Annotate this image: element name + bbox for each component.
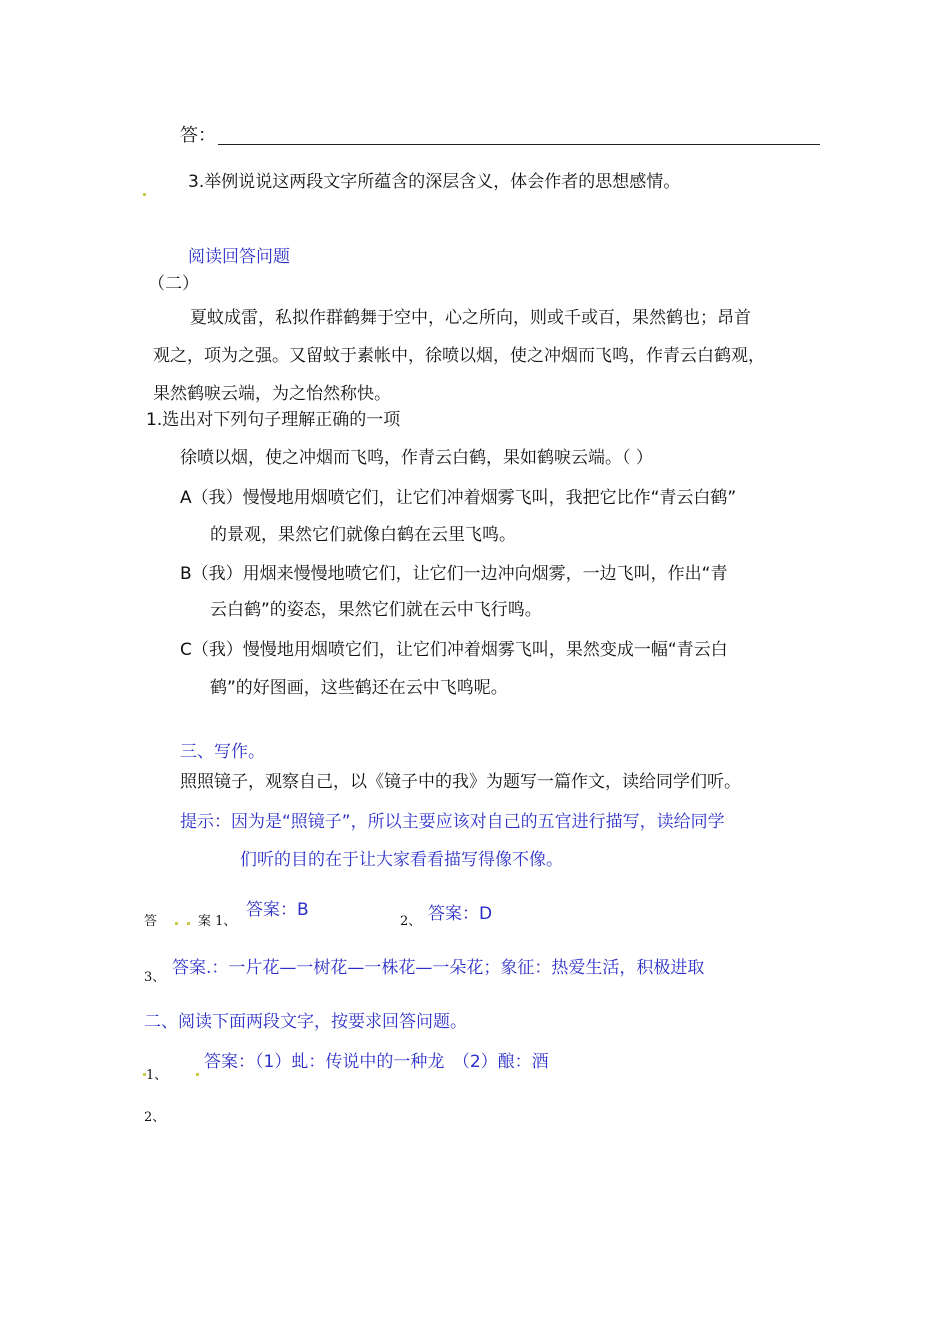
answer-label: 答： [180,125,216,146]
section-number: （二） [148,274,199,294]
option-c-line-2: 鹤”的好图画，这些鹤还在云中飞鸣呢。 [210,678,508,698]
option-a-line-1: A（我）慢慢地用烟喷它们，让它们冲着烟雾飞叫，我把它比作“青云白鹤” [180,488,737,508]
question-1-sentence: 徐喷以烟，使之冲烟而飞鸣，作青云白鹤，果如鹤唳云端。（ ） [180,448,653,468]
answer-b1-number: 1、 [146,1068,168,1083]
answer-b2-number: 2、 [144,1110,166,1125]
section-2-heading: 二、阅读下面两段文字，按要求回答问题。 [144,1012,467,1032]
margin-dot [187,922,190,925]
question-3: 3.举例说说这两段文字所蕴含的深层含义，体会作者的思想感情。 [188,172,681,192]
passage-line-1: 夏蚊成雷，私拟作群鹤舞于空中，心之所向，则或千或百，果然鹤也；昂首 [190,308,751,328]
margin-dot [143,193,146,196]
option-c-line-1: C（我）慢慢地用烟喷它们，让它们冲着烟雾飞叫，果然变成一幅“青云白 [180,640,728,660]
reading-heading: 阅读回答问题 [188,247,290,267]
margin-dot [196,1073,199,1076]
writing-heading: 三、写作。 [180,742,265,762]
question-1-prompt: 1.选出对下列句子理解正确的一项 [146,410,401,430]
answer-underline [218,144,820,145]
margin-dot [175,922,178,925]
option-a-line-2: 的景观，果然它们就像白鹤在云里飞鸣。 [210,525,516,545]
answer-2-number: 2、 [400,914,422,929]
answer-1: 答案：B [246,900,309,920]
answer-2: 答案：D [428,904,493,924]
answer-3-number: 3、 [144,970,166,985]
writing-hint-line-2: 们听的目的在于让大家看看描写得像不像。 [240,850,563,870]
writing-hint-line-1: 提示：因为是“照镜子”，所以主要应该对自己的五官进行描写，读给同学 [180,812,725,832]
passage-line-3: 果然鹤唳云端，为之怡然称快。 [153,384,391,404]
answers-prefix-a: 答 [144,914,158,929]
passage-line-2: 观之，项为之强。又留蚊于素帐中，徐喷以烟，使之冲烟而飞鸣，作青云白鹤观， [153,346,765,366]
answers-prefix-b: 案 1、 [198,914,237,929]
answer-b1: 答案：（1）虬：传说中的一种龙 （2）酿：酒 [204,1052,549,1072]
option-b-line-1: B（我）用烟来慢慢地喷它们，让它们一边冲向烟雾，一边飞叫，作出“青 [180,564,728,584]
writing-task: 照照镜子，观察自己，以《镜子中的我》为题写一篇作文，读给同学们听。 [180,772,741,792]
answer-3: 答案.：一片花—一树花—一株花—一朵花；象征：热爱生活，积极进取 [172,958,705,978]
option-b-line-2: 云白鹤”的姿态，果然它们就在云中飞行鸣。 [210,600,542,620]
